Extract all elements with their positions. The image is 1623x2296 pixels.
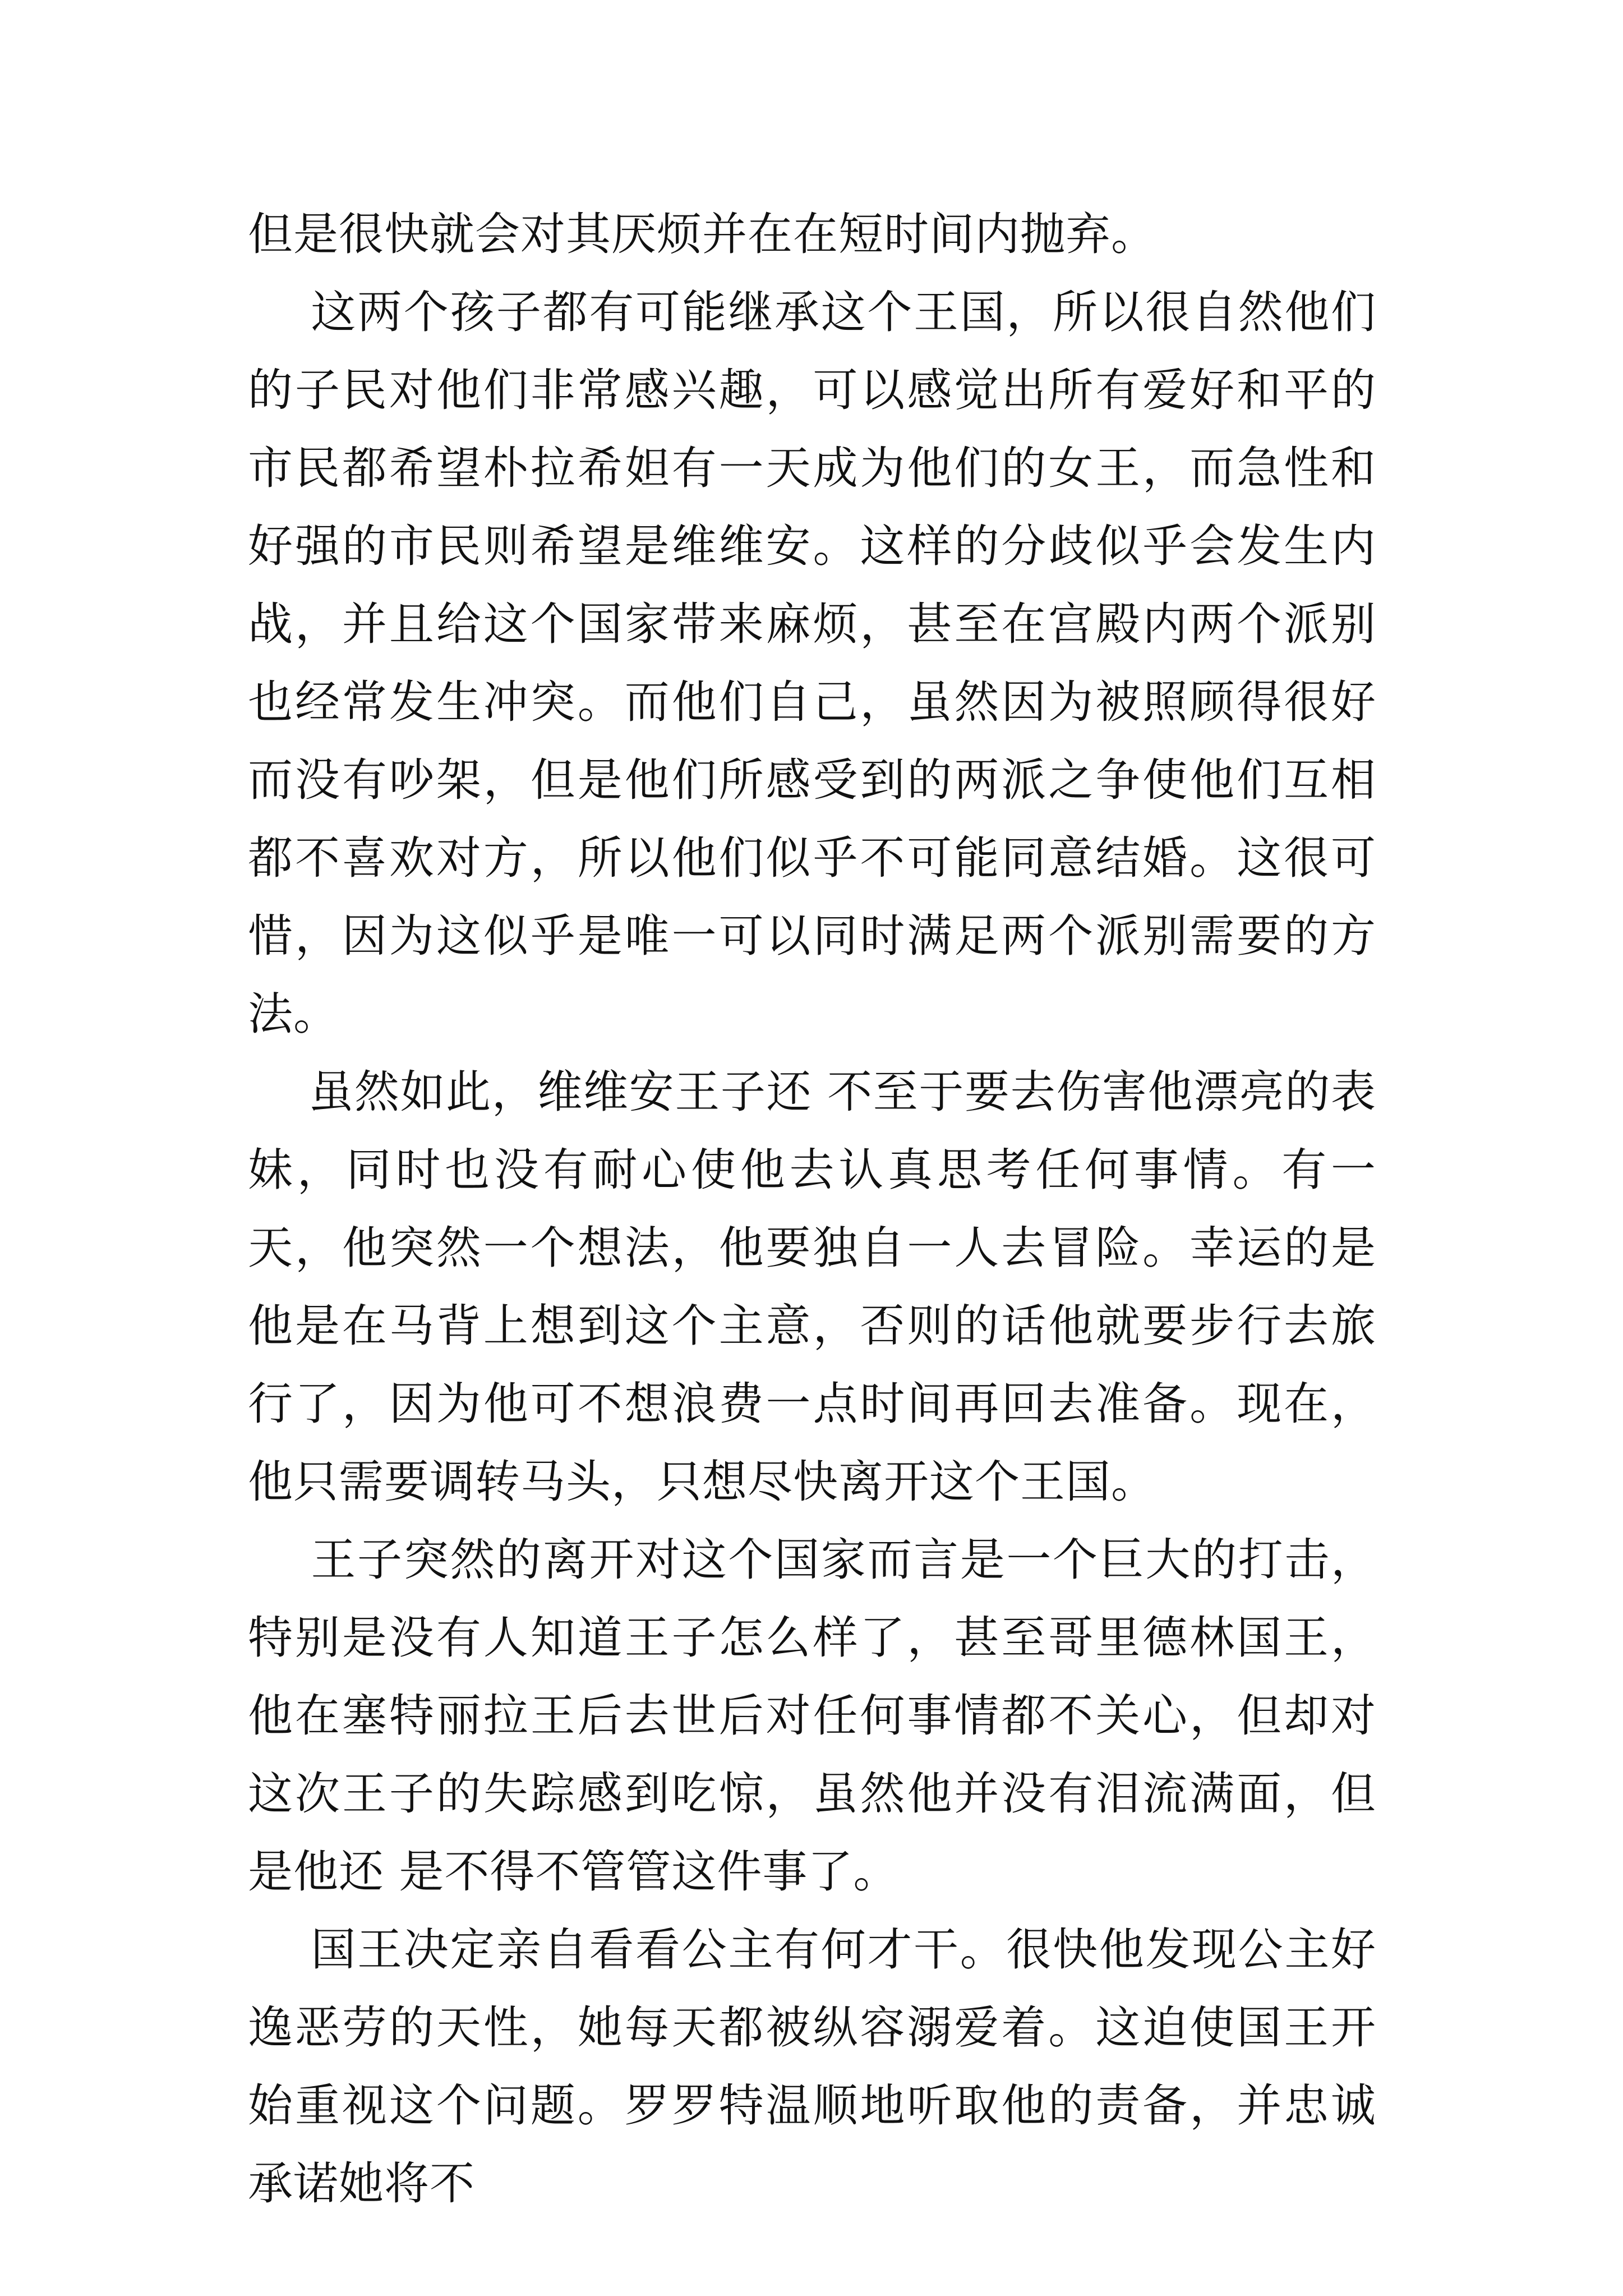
body-text (248, 195, 1376, 2223)
paragraph-1: 但是很快就会对其厌烦并在在短时间内抛弃。 (248, 208, 1156, 260)
paragraph-4: 王子突然的离开对这个国家而言是一个巨大的打击，特别是没有人知道王子怎么样了，甚至哥里德林国王，他在塞特丽拉王后去世后对任何事情都不关心，但却对这次王子的失踪感到吃惊，虽然他并没有泪流满面，但是他还 是不得不管管这件事了。 (248, 1534, 1377, 1898)
paragraph-5: 国王决定亲自看看公主有何才干。很快他发现公主好逸恶劳的天性，她每天都被纵容溺爱着。这迫使国王开始重视这个问题。罗罗特温顺地听取他的责备，并忠诚承诺她将不 (248, 1924, 1377, 2210)
paragraph-2: 这两个孩子都有可能继承这个王国，所以很自然他们的子民对他们非常感兴趣，可以感觉出所有爱好和平的市民都希望朴拉希妲有一天成为他们的女王，而急性和好强的市民则希望是维维安。这样的分歧似乎会发生内战，并且给这个国家带来麻烦，甚至在宫殿内两个派别也经常发生冲突。而他们自己，虽然因为被照顾得很好而没有吵架，但是他们所感受到的两派之争使他们互相都不喜欢对方，所以他们似乎不可能同意结婚。这很可惜，因为这似乎是唯一可以同时满足两个派别需要的方法。 (248, 286, 1377, 1040)
paragraph-3: 虽然如此，维维安王子还 不至于要去伤害他漂亮的表妹，同时也没有耐心使他去认真思考任何事情。有一天，他突然一个想法，他要独自一人去冒险。幸运的是他是在马背上想到这个主意，否则的话他就要步行去旅行了，因为他可不想浪费一点时间再回去准备。现在，他只需要调转马头，只想尽快离开这个王国。 (248, 1066, 1376, 1508)
